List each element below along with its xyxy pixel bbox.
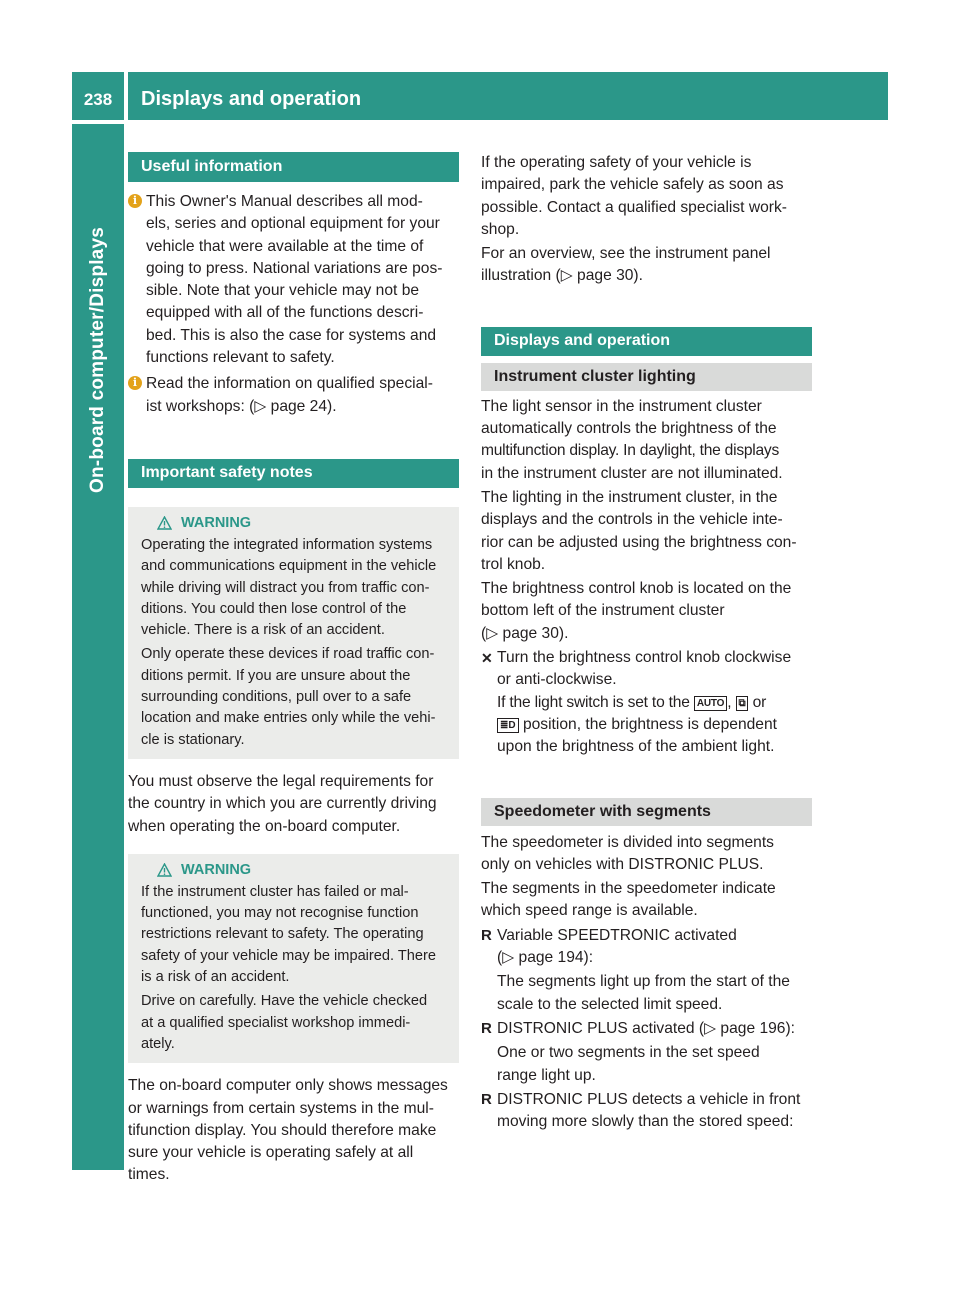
text-line: The on-board computer only shows messages: [128, 1077, 448, 1095]
text-line: surrounding conditions, pull over to a safe: [141, 689, 412, 706]
text-fragment: ist workshops: (: [146, 397, 255, 415]
text-line: trol knob.: [481, 555, 546, 573]
warning-header: [157, 862, 451, 878]
text-line: Only operate these devices if road traffic con-: [141, 646, 435, 663]
step-arrow-icon: ✕: [481, 650, 493, 667]
text-line: functioned, you may not recognise function: [141, 905, 419, 922]
warning-paragraph: [141, 991, 451, 1055]
text-line: which speed range is available.: [481, 902, 698, 920]
page-reference-link[interactable]: ▷ page 24: [254, 397, 328, 415]
text-line: If the operating safety of your vehicle is: [481, 154, 752, 171]
text-line: upon the brightness of the ambient light.: [497, 738, 775, 756]
warning-header: [157, 515, 451, 531]
section-heading-useful-info: Useful information: [128, 152, 459, 182]
info-note-1-text: [146, 191, 459, 369]
list-item-detail: [497, 971, 812, 1016]
text-line: tifunction display. You should therefore make: [128, 1121, 437, 1139]
text-line: or anti-clockwise.: [497, 671, 617, 689]
body-paragraph: [481, 578, 812, 645]
text-line: at a qualified specialist workshop immedi-: [141, 1014, 411, 1031]
body-paragraph: [128, 1075, 459, 1186]
info-icon: i: [128, 194, 142, 208]
text-line: els, series and optional equipment for your: [146, 215, 440, 233]
warning-label: WARNING: [181, 861, 252, 878]
body-paragraph: [481, 878, 812, 923]
body-paragraph: [481, 487, 812, 576]
text-line: The lighting in the instrument cluster, in the: [481, 488, 778, 506]
text-line: The light sensor in the instrument cluster: [481, 397, 762, 415]
text-line: The segments in the speedometer indicate: [481, 880, 776, 898]
section-heading-safety: Important safety notes: [128, 459, 459, 488]
text-line: functions relevant to safety.: [146, 349, 335, 367]
text-line: while driving will distract you from traffic con-: [141, 579, 430, 596]
body-paragraph: [481, 832, 812, 877]
list-item-text: [497, 925, 812, 970]
body-paragraph: [481, 152, 812, 241]
text-fragment: position, the brightness is dependent: [522, 715, 777, 733]
text-line: Variable SPEEDTRONIC activated: [497, 926, 737, 944]
body-paragraph: [128, 771, 459, 838]
text-line: The brightness control knob is located on the: [481, 580, 792, 598]
warning-paragraph: [141, 644, 451, 750]
subsection-heading-speedometer: Speedometer with segments: [481, 798, 812, 826]
text-line: the country in which you are currently driving: [128, 795, 437, 813]
text-line: sible. Note that your vehicle may not be: [146, 282, 420, 300]
text-line: impaired, park the vehicle safely as soon as: [481, 176, 784, 194]
text-line: is a risk of an accident.: [141, 969, 290, 986]
text-line: bottom left of the instrument cluster: [481, 602, 725, 620]
text-line: If the instrument cluster has failed or mal-: [141, 883, 409, 900]
text-line: [146, 396, 459, 418]
text-line: shop.: [481, 220, 520, 238]
text-line: DISTRONIC PLUS activated (▷ page 196):: [497, 1019, 795, 1037]
list-item: [481, 1018, 812, 1087]
body-paragraph: [481, 396, 812, 485]
text-line: equipped with all of the functions descri-: [146, 304, 424, 322]
text-line: vehicle that were available at the time of: [146, 237, 424, 255]
text-line: in the instrument cluster are not illuminated.: [481, 464, 783, 482]
warning-paragraph: [141, 535, 451, 641]
text-line: scale to the selected limit speed.: [497, 995, 723, 1013]
text-line: DISTRONIC PLUS detects a vehicle in front: [497, 1090, 801, 1108]
warning-box-2: [128, 854, 459, 1063]
low-beam-icon: ≣D: [497, 718, 519, 733]
text-line: when operating the on-board computer.: [128, 817, 401, 835]
text-line: only on vehicles with DISTRONIC PLUS.: [481, 855, 764, 873]
text-fragment: or: [752, 693, 767, 711]
text-line: The speedometer is divided into segments: [481, 833, 774, 851]
text-line: illustration (▷ page 30).: [481, 267, 643, 285]
body-paragraph: [481, 243, 812, 288]
side-tab: [73, 140, 123, 580]
text-line: Read the information on qualified special-: [146, 375, 433, 393]
info-note-1: [128, 191, 459, 369]
text-line: location and make entries only while the vehi-: [141, 710, 436, 727]
text-line: times.: [128, 1166, 170, 1184]
text-line: bed. This is also the case for systems and: [146, 326, 437, 344]
list-item-text: [497, 1089, 812, 1134]
text-line: This Owner's Manual describes all mod-: [146, 193, 423, 210]
text-line: vehicle. There is a risk of an accident.: [141, 622, 385, 639]
text-line: (▷ page 194):: [497, 949, 594, 967]
left-column: [128, 152, 459, 1187]
text-line: possible. Contact a qualified specialist work-: [481, 198, 787, 216]
bullet-icon: R: [481, 1090, 492, 1108]
text-fragment: ).: [327, 397, 337, 415]
text-line: (▷ page 30).: [481, 624, 569, 642]
parking-light-icon: ⧉: [736, 696, 749, 711]
step-text: [497, 647, 812, 758]
text-line: cle is stationary.: [141, 731, 245, 748]
list-item: [481, 925, 812, 1016]
text-line: restrictions relevant to safety. The operating: [141, 926, 424, 943]
text-line: automatically controls the brightness of the: [481, 420, 777, 438]
info-icon: i: [128, 376, 142, 390]
side-tab-label: On-board computer/Displays: [87, 227, 108, 493]
text-line: [497, 714, 812, 736]
text-line: or warnings from certain systems in the mul-: [128, 1099, 434, 1117]
text-line: For an overview, see the instrument panel: [481, 245, 771, 263]
list-item: [481, 1089, 812, 1134]
list-item-text: [497, 1018, 812, 1040]
section-heading-displays: Displays and operation: [481, 327, 812, 356]
warning-label: WARNING: [181, 514, 252, 531]
bullet-icon: R: [481, 1019, 492, 1037]
right-column: [481, 152, 812, 1133]
subsection-heading-lighting: Instrument cluster lighting: [481, 363, 812, 391]
list-item-detail: [497, 1042, 812, 1087]
step-item: [481, 647, 812, 758]
text-line: You must observe the legal requirements for: [128, 772, 434, 790]
text-line: sure your vehicle is operating safely at all: [128, 1144, 414, 1162]
text-fragment: If the light switch is set to the: [497, 693, 690, 711]
text-line: rior can be adjusted using the brightness con-: [481, 533, 797, 551]
auto-light-symbol: AUTO: [694, 696, 727, 711]
info-note-2: [128, 373, 459, 418]
text-line: range light up.: [497, 1066, 596, 1084]
text-line: Drive on carefully. Have the vehicle checked: [141, 993, 428, 1010]
bullet-icon: R: [481, 926, 492, 944]
text-line: If the light switch is set to the AUTO , ⧉ or: [497, 693, 767, 711]
text-line: safety of your vehicle may be impaired. There: [141, 947, 436, 964]
text-line: going to press. National variations are pos-: [146, 259, 443, 277]
warning-paragraph: [141, 882, 451, 988]
text-line: ditions. You could then lose control of the: [141, 600, 407, 617]
text-line: Turn the brightness control knob clockwise: [497, 649, 792, 667]
page-title: Displays and operation: [128, 72, 888, 120]
text-line: ately.: [141, 1035, 175, 1052]
text-line: One or two segments in the set speed: [497, 1044, 760, 1062]
text-line: multifunction display. In daylight, the displays: [481, 442, 780, 460]
text-line: Operating the integrated information systems: [141, 536, 433, 553]
text-line: ditions permit. If you are unsure about the: [141, 667, 411, 684]
page-number: 238: [72, 72, 124, 120]
text-line: displays and the controls in the vehicle inte-: [481, 511, 783, 529]
warning-triangle-icon: [157, 516, 172, 530]
text-line: and communications equipment in the vehicle: [141, 558, 437, 575]
text-line: The segments light up from the start of the: [497, 973, 790, 991]
warning-box-1: [128, 507, 459, 759]
text-line: moving more slowly than the stored speed:: [497, 1113, 794, 1131]
warning-triangle-icon: [157, 863, 172, 877]
